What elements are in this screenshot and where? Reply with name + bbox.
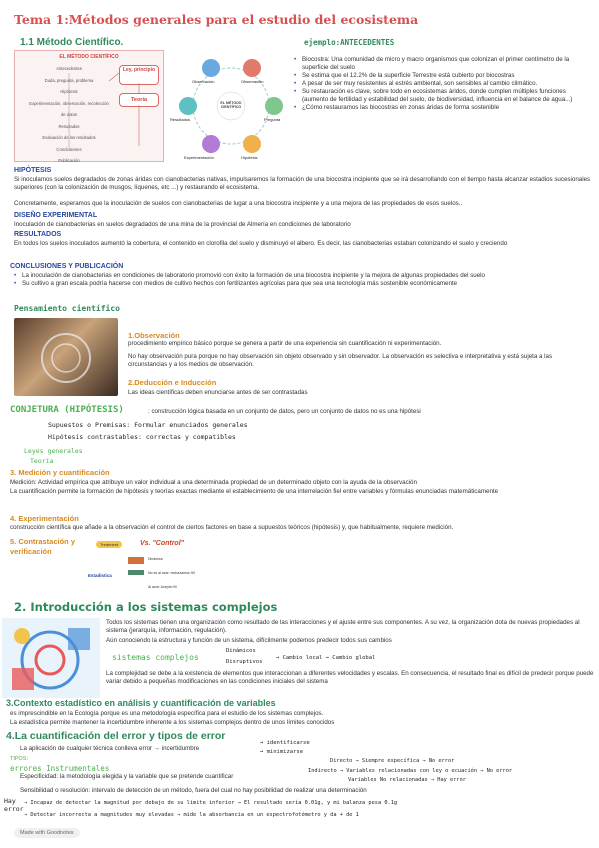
teoria-box: Teoría xyxy=(119,93,159,107)
ded-title: 2.Deducción e Inducción xyxy=(128,378,217,387)
s2-text-3: La complejidad se debe a la existencia de elementos que interaccionan a diferentes velocidades y escalas. En consecuencia, el resultado final es difícil de predecir porque puede variar debido a pequeñas modificaciones en las condiciones iniciales del sistema xyxy=(106,670,594,685)
med-title: 3. Medición y cuantificación xyxy=(10,468,110,477)
obs-text-2: No hay observación pura porque no hay observación sin objeto observado y sin observador. La observación es selectiva e interpretativa y está sujeta a las circunstancias y a los medios de observación. xyxy=(128,353,553,368)
section-2-heading: 2. Introducción a los sistemas complejos xyxy=(14,600,278,614)
diagram-arrows xyxy=(15,51,163,161)
section-3-heading: 3.Contexto estadístico en análisis y cuantificación de variables xyxy=(6,698,276,708)
diseno-label: DISEÑO EXPERIMENTAL xyxy=(14,212,98,219)
treatment-pill: Treatment xyxy=(96,541,122,548)
tipos: TIPOS: xyxy=(10,756,29,762)
contr-title: 5. Contrastación y verificación xyxy=(10,537,76,556)
pensamiento-heading: Pensamiento científico xyxy=(14,304,120,313)
exp-title: 4. Experimentación xyxy=(10,514,79,523)
conclusiones-label: CONCLUSIONES Y PUBLICACIÓN xyxy=(10,263,124,270)
cycle-node: Experimentación xyxy=(184,155,214,160)
ley-box: Ley, principio xyxy=(119,65,159,85)
resultados-label: RESULTADOS xyxy=(14,231,62,238)
supuestos: Supuestos o Premisas: Formular enunciados generales xyxy=(48,421,248,429)
image-art xyxy=(14,318,118,396)
med-text-2: La cuantificación permite la formación de hipótesis y teorías exactas mediante el establecimiento de una interrelación fiel entre variables y fórmulas enunciadas matemáticamente xyxy=(10,488,499,495)
list-item: • A pesar de ser muy resistentes al estrés ambiental, son sensibles al cambio climático. xyxy=(294,80,592,88)
ded-text: Las ideas científicas deben enunciarse antes de ser contrastadas xyxy=(128,389,308,396)
s3-text-2: La estadística permite mantener la incertidumbre inherente a los sistemas complejos dentro de unos límites conocidos xyxy=(10,719,335,726)
s2-text-1: Todos los sistemas tienen una organización como resultado de las interacciones y el ajuste entre sus componentes. A su vez, la organización dota de nuevas propiedades al sistema (jerarquía, información, regulación). xyxy=(106,619,580,634)
complex-systems-image xyxy=(2,618,100,698)
cycle-node: Resultados xyxy=(170,117,191,122)
list-item: • ¿Cómo restauramos las biocostras en zonas áridas de forma sostenible xyxy=(294,104,592,112)
hipotesis-text: Si inoculamos suelos degradados de zonas áridas con cianobacterias nativas, impulsaremos la formación de una biocostra incipiente que se irá desarrollando con el tiempo hasta alcanzar estadios sucesionales superiores (con la colonización de musgos, líquenes, etc ...) y restaurando el ecosistema. xyxy=(14,176,591,191)
hipotesis-label: HIPÓTESIS xyxy=(14,167,52,174)
errores-instrumentales: errores Instrumentales xyxy=(10,764,110,773)
conjetura-text: : construcción lógica basada en un conjunto de datos, pero un conjunto de datos no es una hipótesi xyxy=(148,408,421,415)
method-cycle-diagram xyxy=(170,50,292,162)
directo: Directo → Siempre específica → No error xyxy=(330,758,455,764)
cycle-node: Pregunta xyxy=(264,117,281,122)
indirecto: Indirecto → Variables relacionadas con ley o ecuación → No error xyxy=(308,768,513,774)
sensibilidad: Sensibilidad o resolución: intervalo de detección de un método, fuera del cual no hay posibilidad de realizar una determinación xyxy=(20,787,367,794)
sistemas-complejos: sistemas complejos xyxy=(112,653,199,662)
section-4-heading: 4.La cuantificación del error y tipos de error xyxy=(6,730,226,742)
hay-error: Hay error xyxy=(4,797,24,813)
foot-1: → Incapaz de detectar la magnitud por debajo de su límite inferior → El resultado sería 0.01g, y mi balanza pesa 0.1g xyxy=(24,800,398,806)
cycle-node: Observación xyxy=(241,79,264,84)
dinamicos: Dinámicos xyxy=(226,648,256,654)
cycle-node: Hipótesis xyxy=(241,155,258,160)
cycle-center: EL MÉTODO CIENTÍFICO xyxy=(220,101,242,109)
fig-row-1: Dinámica xyxy=(148,557,163,561)
page-title: Tema 1:Métodos generales para el estudio del ecosistema xyxy=(14,12,419,27)
estadistica: Estadística xyxy=(88,573,112,578)
cambio-local: → Cambio local → Cambio global xyxy=(276,655,376,661)
cycle-node: Observación xyxy=(192,79,215,84)
hip-contrastables: Hipótesis contrastables: correctas y compatibles xyxy=(48,433,236,441)
obs-title: 1.Observación xyxy=(128,331,180,340)
list-item: • Biocostra: Una comunidad de micro y macro organismos que colonizan el primer centímetro de la superficie del suelo xyxy=(294,56,592,72)
s4-text-1: La aplicación de cualquier técnica conlleva error → incertidumbre xyxy=(20,745,200,752)
list-item: • La inoculación de cianobacterias en condiciones de laboratorio promovió con éxito la formación de una biocostra incipiente y la mejora de algunas propiedades del suelo xyxy=(14,272,594,280)
diagram-rows: Antecedentes Duda, pregunta, problema Hipótesis Experimentación, observación, recolección de datos Resultados Evaluación de los resultados Conclusiones Publicación xyxy=(29,66,109,163)
identificarse: → identificarse xyxy=(260,740,310,746)
exp-text: construcción científica que añade a la observación el control de ciertos factores en base a supuestos teóricos (hipótesis) y, que habitualmente, requiere medición. xyxy=(10,524,454,531)
minimizarse: → minimizarse xyxy=(260,749,304,755)
list-item: • Su restauración es clave, sobre todo en ecosistemas áridos, donde cumplen múltiples funciones (aumento de fertilidad y estabilidad del suelo, de biodiversidad, influencia en el balance de agua...) xyxy=(294,88,592,104)
bar-red xyxy=(128,557,144,564)
resultados-text: En todos los suelos inoculados aumentó la cobertura, el contenido en clorofila del suelo y disminuyó el albero. Es decir, las cianobacterias estaban colonizando el suelo y creciendo xyxy=(14,240,508,247)
contrast-figure xyxy=(88,537,208,599)
list-item: • Su cultivo a gran escala podría hacerse con medios de cultivo hechos con fertilizantes agrícolas para que sea una tecnología más sostenible económicamente xyxy=(14,280,594,288)
indirecto-2: Variables No relacionadas → Hay error xyxy=(348,777,466,783)
vs-control: Vs. "Control" xyxy=(140,540,184,547)
conclusiones-list xyxy=(14,272,594,288)
med-text: Medición: Actividad empírica que atribuye un valor individual a una determinada propiedad de un determinado objeto con la ayuda de la observación xyxy=(10,479,417,486)
obs-text: procedimiento empírico básico porque se genera a partir de una experiencia sin cuantificación ni experimentación. xyxy=(128,340,442,347)
fig-row-3: Al azar: Acepta H0 xyxy=(148,585,177,589)
diagram-title: EL MÉTODO CIENTÍFICO xyxy=(59,54,119,60)
bar-green xyxy=(128,570,144,575)
section-1-1-heading: 1.1 Método Científico. xyxy=(20,37,124,48)
fig-row-2: No es al azar: rechazamos H0 xyxy=(148,571,196,575)
especificidad: Especificidad: la metodología elegida y la variable que se pretende cuantificar xyxy=(20,773,234,780)
disruptivos: Disruptivos xyxy=(226,659,263,665)
foot-2: → Detectar incorrecta a magnitudes muy elevadas → mide la absorbancia en un espectrofotómetro y da + de 1 xyxy=(24,812,359,818)
s3-text-1: es imprescindible en la Ecología porque es una metodología específica para el estudio de los sistemas complejos. xyxy=(10,710,324,717)
science-image xyxy=(14,318,118,396)
s2-text-2: Aún conociendo la estructura y función de un sistema, difícilmente podemos predecir todos sus cambios xyxy=(106,637,392,644)
antecedentes-list xyxy=(294,56,592,112)
diseno-text: Inoculación de cianobacterias en suelos degradados de una mina de la provincial de Almería en condiciones de laboratorio xyxy=(14,221,351,228)
scientific-method-diagram xyxy=(14,50,164,162)
hipotesis-text-2: Concretamente, esperamos que la inoculación de suelos con cianobacterias de lugar a una biocostra incipiente y a una mejora de las propiedades de esos suelos.. xyxy=(14,200,463,207)
goodnotes-watermark: Made with Goodnotes xyxy=(14,828,80,838)
conjetura-label: CONJETURA (HIPÓTESIS) xyxy=(10,405,124,415)
example-label: ejemplo:ANTECEDENTES xyxy=(304,38,395,47)
list-item: • Se estima que el 12.2% de la superficie Terrestre está cubierto por biocostras xyxy=(294,72,592,80)
teoria-label: Teoría xyxy=(30,457,54,465)
complex-art xyxy=(2,618,100,698)
leyes: Leyes generales xyxy=(24,447,83,455)
